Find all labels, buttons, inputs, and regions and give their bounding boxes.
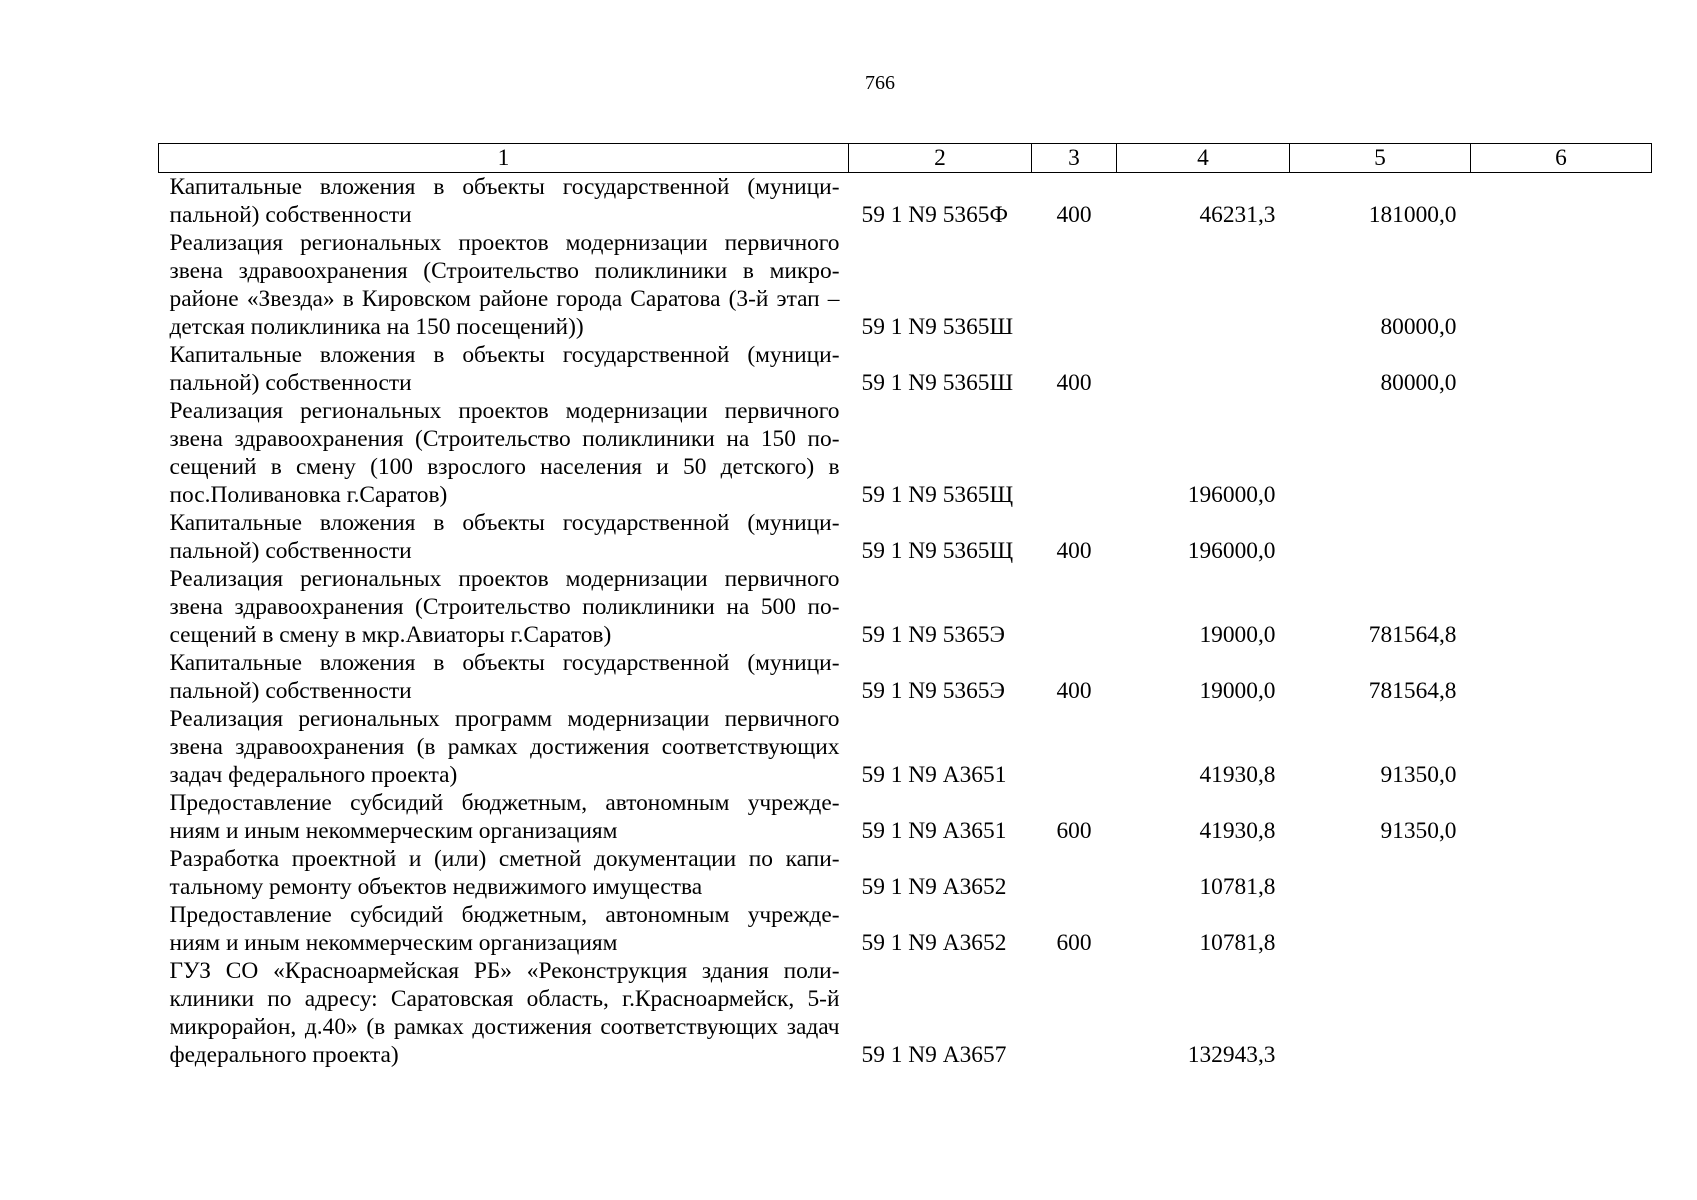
row-expense-type: 600 xyxy=(1056,930,1092,956)
budget-table xyxy=(158,143,1652,1069)
row-code: 59 1 N9 5365Э xyxy=(861,678,1005,704)
row-amount-4: 10781,8 xyxy=(1199,874,1276,900)
row-name: Капитальные вложения в объекты государственной (муници-пальной) собственности xyxy=(169,174,840,228)
table-row xyxy=(159,397,1652,509)
row-name: Предоставление субсидий бюджетным, автономным учрежде-ниям и иным некоммерческим организациям xyxy=(169,902,840,956)
row-name: Капитальные вложения в объекты государственной (муници-пальной) собственности xyxy=(169,510,840,564)
table-body xyxy=(159,173,1652,1070)
row-code: 59 1 N9 А3652 xyxy=(861,874,1007,900)
row-expense-type: 400 xyxy=(1056,678,1092,704)
header-row xyxy=(159,144,1652,173)
table-row xyxy=(159,705,1652,789)
row-amount-5 xyxy=(1290,397,1471,509)
row-amount-5: 80000,0 xyxy=(1380,370,1457,396)
row-amount-4 xyxy=(1117,229,1290,341)
row-amount-4: 41930,8 xyxy=(1199,818,1276,844)
row-amount-6 xyxy=(1471,649,1652,705)
row-amount-6 xyxy=(1471,957,1652,1069)
row-name: Капитальные вложения в объекты государственной (муници-пальной) собственности xyxy=(169,342,840,396)
row-amount-6 xyxy=(1471,509,1652,565)
row-code: 59 1 N9 5365Щ xyxy=(861,538,1014,564)
page-number: 766 xyxy=(865,72,895,94)
row-amount-6 xyxy=(1471,901,1652,957)
row-amount-6 xyxy=(1471,789,1652,845)
row-amount-6 xyxy=(1471,565,1652,649)
row-amount-5 xyxy=(1290,957,1471,1069)
row-amount-6 xyxy=(1471,229,1652,341)
column-header-5: 5 xyxy=(1290,144,1471,173)
row-amount-5 xyxy=(1290,509,1471,565)
row-amount-4: 19000,0 xyxy=(1199,678,1276,704)
row-name: Предоставление субсидий бюджетным, автономным учрежде-ниям и иным некоммерческим организациям xyxy=(169,790,840,844)
table-row xyxy=(159,649,1652,705)
row-amount-5: 781564,8 xyxy=(1368,678,1457,704)
row-expense-type xyxy=(1032,565,1117,649)
table-row xyxy=(159,845,1652,901)
row-code: 59 1 N9 А3651 xyxy=(861,762,1007,788)
row-code: 59 1 N9 А3651 xyxy=(861,818,1007,844)
column-header-6: 6 xyxy=(1471,144,1652,173)
table-row xyxy=(159,565,1652,649)
row-amount-5: 91350,0 xyxy=(1380,818,1457,844)
row-amount-6 xyxy=(1471,845,1652,901)
row-name: Капитальные вложения в объекты государственной (муници-пальной) собственности xyxy=(169,650,840,704)
row-name: Реализация региональных проектов модернизации первичного звена здравоохранения (Строительство поликлиники на 150 по-сещений в смену (100 взрослого населения и 50 детского) в пос.Поливановка г.Саратов) xyxy=(169,398,840,508)
row-amount-4: 132943,3 xyxy=(1187,1042,1276,1068)
table-row xyxy=(159,509,1652,565)
row-amount-4 xyxy=(1117,341,1290,397)
row-name: ГУЗ СО «Красноармейская РБ» «Реконструкция здания поли-клиники по адресу: Саратовская область, г.Красноармейск, 5-й микрорайон, д.40» (в рамках достижения соответствующих задач федерального проекта) xyxy=(169,958,840,1068)
table-row xyxy=(159,789,1652,845)
row-amount-4: 10781,8 xyxy=(1199,930,1276,956)
row-expense-type xyxy=(1032,845,1117,901)
column-header-3: 3 xyxy=(1032,144,1117,173)
table-row xyxy=(159,901,1652,957)
column-header-2: 2 xyxy=(849,144,1032,173)
table-row xyxy=(159,341,1652,397)
row-name: Реализация региональных программ модернизации первичного звена здравоохранения (в рамках достижения соответствующих задач федерального проекта) xyxy=(169,706,840,788)
column-header-1: 1 xyxy=(159,144,849,173)
row-amount-5 xyxy=(1290,901,1471,957)
row-expense-type: 600 xyxy=(1056,818,1092,844)
row-amount-4: 196000,0 xyxy=(1187,538,1276,564)
row-amount-5: 181000,0 xyxy=(1368,202,1457,228)
row-expense-type: 400 xyxy=(1056,538,1092,564)
row-code: 59 1 N9 5365Щ xyxy=(861,482,1014,508)
row-code: 59 1 N9 А3652 xyxy=(861,930,1007,956)
row-amount-5: 781564,8 xyxy=(1368,622,1457,648)
row-expense-type: 400 xyxy=(1056,370,1092,396)
row-amount-6 xyxy=(1471,705,1652,789)
table-row xyxy=(159,173,1652,230)
row-amount-4: 46231,3 xyxy=(1199,202,1276,228)
row-amount-4: 19000,0 xyxy=(1199,622,1276,648)
row-expense-type xyxy=(1032,397,1117,509)
row-expense-type xyxy=(1032,229,1117,341)
row-code: 59 1 N9 5365Ш xyxy=(861,370,1014,396)
row-amount-6 xyxy=(1471,341,1652,397)
row-code: 59 1 N9 5365Ш xyxy=(861,314,1014,340)
row-code: 59 1 N9 5365Ф xyxy=(861,202,1008,228)
row-expense-type: 400 xyxy=(1056,202,1092,228)
row-amount-5 xyxy=(1290,845,1471,901)
row-name: Реализация региональных проектов модернизации первичного звена здравоохранения (Строительство поликлиники на 500 по-сещений в смену в мкр.Авиаторы г.Саратов) xyxy=(169,566,840,648)
row-amount-5: 91350,0 xyxy=(1380,762,1457,788)
row-amount-6 xyxy=(1471,397,1652,509)
row-name: Разработка проектной и (или) сметной документации по капи-тальному ремонту объектов недвижимого имущества xyxy=(169,846,840,900)
table-row xyxy=(159,229,1652,341)
table-header xyxy=(159,144,1652,173)
row-amount-4: 41930,8 xyxy=(1199,762,1276,788)
row-expense-type xyxy=(1032,957,1117,1069)
column-header-4: 4 xyxy=(1117,144,1290,173)
row-name: Реализация региональных проектов модернизации первичного звена здравоохранения (Строительство поликлиники в микро-районе «Звезда» в Кировском районе города Саратова (3-й этап – детская поликлиника на 150 посещений)) xyxy=(169,230,840,340)
row-amount-4: 196000,0 xyxy=(1187,482,1276,508)
row-amount-6 xyxy=(1471,173,1652,230)
row-code: 59 1 N9 А3657 xyxy=(861,1042,1007,1068)
table-row xyxy=(159,957,1652,1069)
row-code: 59 1 N9 5365Э xyxy=(861,622,1005,648)
row-expense-type xyxy=(1032,705,1117,789)
row-amount-5: 80000,0 xyxy=(1380,314,1457,340)
